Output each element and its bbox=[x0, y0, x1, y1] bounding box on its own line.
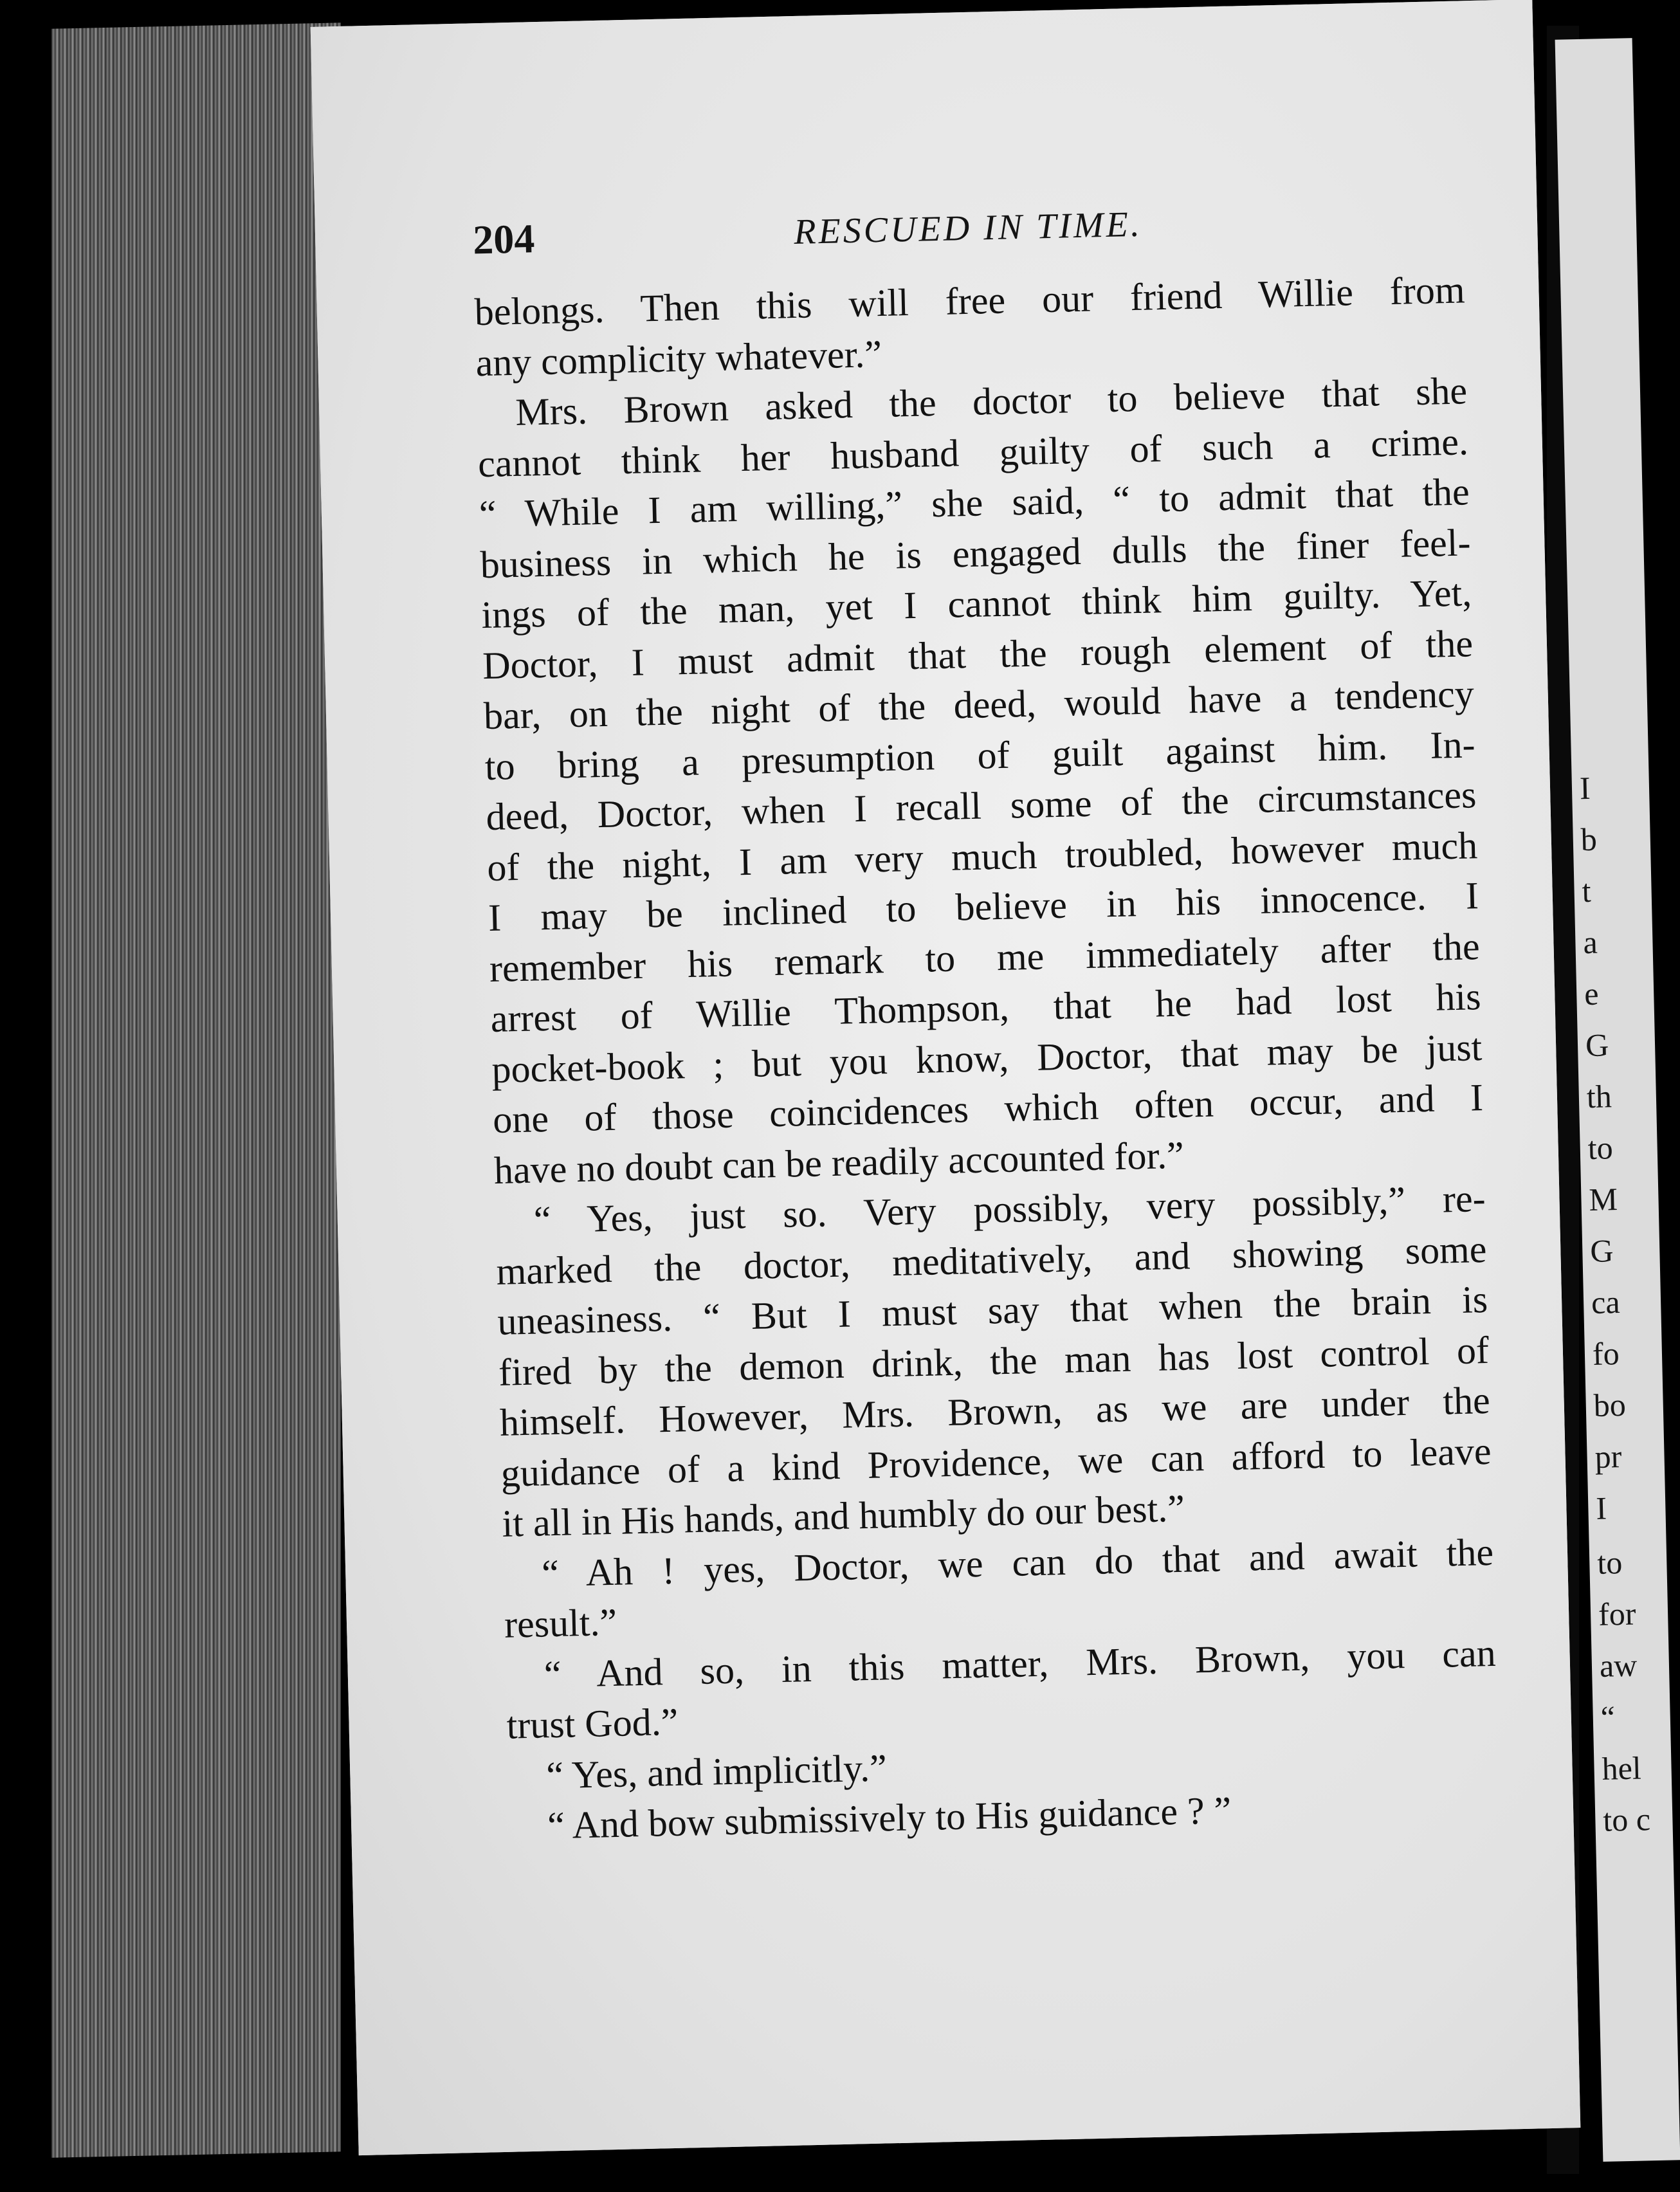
text-line: “ And so, in this matter, Mrs. Brown, you can bbox=[543, 1631, 1497, 1695]
text-line: remember his remark to me immediately after the bbox=[489, 924, 1481, 990]
facing-page-text: “ bbox=[1600, 1699, 1616, 1735]
facing-page-text: to bbox=[1587, 1129, 1614, 1167]
text-line: deed, Doctor, when I recall some of the circumstances bbox=[485, 773, 1477, 839]
text-line: “ While I am willing,” she said, “ to admit that the bbox=[479, 470, 1470, 536]
page-edges bbox=[51, 23, 341, 2157]
facing-page-text: to bbox=[1596, 1544, 1623, 1581]
text-line: it all in His hands, and humbly do our best.” bbox=[501, 1486, 1185, 1545]
facing-page-text: hel bbox=[1601, 1749, 1642, 1787]
text-line: one of those coincidences which often occur, and I bbox=[492, 1076, 1484, 1141]
facing-page-text: fo bbox=[1592, 1335, 1620, 1372]
text-line: fired by the demon drink, the man has lost control of bbox=[498, 1328, 1490, 1394]
facing-page-text: bo bbox=[1593, 1386, 1627, 1423]
page-header bbox=[472, 194, 1463, 268]
facing-page-text: pr bbox=[1594, 1438, 1622, 1475]
facing-page-text: for bbox=[1598, 1595, 1637, 1632]
text-line: pocket-book ; but you know, Doctor, that may be just bbox=[491, 1025, 1483, 1091]
text-line: business in which he is engaged dulls the finer feel- bbox=[479, 520, 1472, 586]
facing-page-text: b bbox=[1580, 821, 1598, 858]
text-line: “ Yes, just so. Very possibly, very possibly,” re- bbox=[533, 1177, 1486, 1241]
facing-page-text: t bbox=[1581, 872, 1592, 909]
text-line: marked the doctor, meditatively, and showing some bbox=[495, 1227, 1488, 1293]
running-head: RESCUED IN TIME. bbox=[793, 204, 1143, 252]
facing-page-text: e bbox=[1584, 975, 1600, 1012]
text-line: I may be inclined to believe in his innocence. I bbox=[488, 874, 1479, 940]
text-line: any complicity whatever.” bbox=[475, 332, 882, 384]
facing-page-text: to c bbox=[1602, 1801, 1651, 1838]
text-line: Doctor, I must admit that the rough element of the bbox=[482, 621, 1474, 687]
facing-page-text: aw bbox=[1599, 1647, 1638, 1684]
text-line: have no doubt can be readily accounted for.” bbox=[493, 1133, 1185, 1192]
text-line: of the night, I am very much troubled, however much bbox=[486, 823, 1478, 889]
text-line: cannot think her husband guilty of such a crime. bbox=[477, 419, 1469, 485]
text-line: himself. However, Mrs. Brown, as we are under the bbox=[499, 1378, 1491, 1444]
text-line: to bring a presumption of guilt against him. In- bbox=[484, 722, 1476, 788]
facing-page-text: th bbox=[1586, 1078, 1612, 1115]
text-line: “ And bow submissively to His guidance ? ” bbox=[547, 1789, 1232, 1847]
text-line: Mrs. Brown asked the doctor to believe that she bbox=[515, 369, 1468, 434]
page-number: 204 bbox=[472, 215, 536, 263]
text-line: guidance of a kind Providence, we can afford to leave bbox=[500, 1429, 1492, 1495]
facing-page-text: M bbox=[1588, 1181, 1618, 1218]
text-line: trust God.” bbox=[506, 1700, 679, 1747]
text-line: “ Ah ! yes, Doctor, we can do that and await the bbox=[541, 1530, 1494, 1594]
text-line: result.” bbox=[504, 1600, 617, 1646]
body-text bbox=[474, 264, 1500, 1852]
facing-page-text: G bbox=[1585, 1027, 1609, 1064]
text-line: “ Yes, and implicitly.” bbox=[545, 1746, 888, 1796]
facing-page-text: G bbox=[1589, 1232, 1614, 1270]
book-page bbox=[311, 0, 1581, 2155]
text-line: belongs. Then this will free our friend Willie from bbox=[474, 268, 1466, 334]
facing-page-text: ca bbox=[1591, 1284, 1621, 1321]
facing-page-text: I bbox=[1595, 1490, 1607, 1526]
text-line: uneasiness. “ But I must say that when the brain is bbox=[497, 1277, 1488, 1343]
text-line: ings of the man, yet I cannot think him guilty. Yet, bbox=[480, 571, 1472, 637]
facing-page-text: I bbox=[1579, 769, 1591, 807]
facing-page-text: a bbox=[1582, 924, 1598, 961]
text-line: arrest of Willie Thompson, that he had lost his bbox=[490, 975, 1482, 1041]
text-line: bar, on the night of the deed, would have a tendency bbox=[483, 672, 1475, 738]
